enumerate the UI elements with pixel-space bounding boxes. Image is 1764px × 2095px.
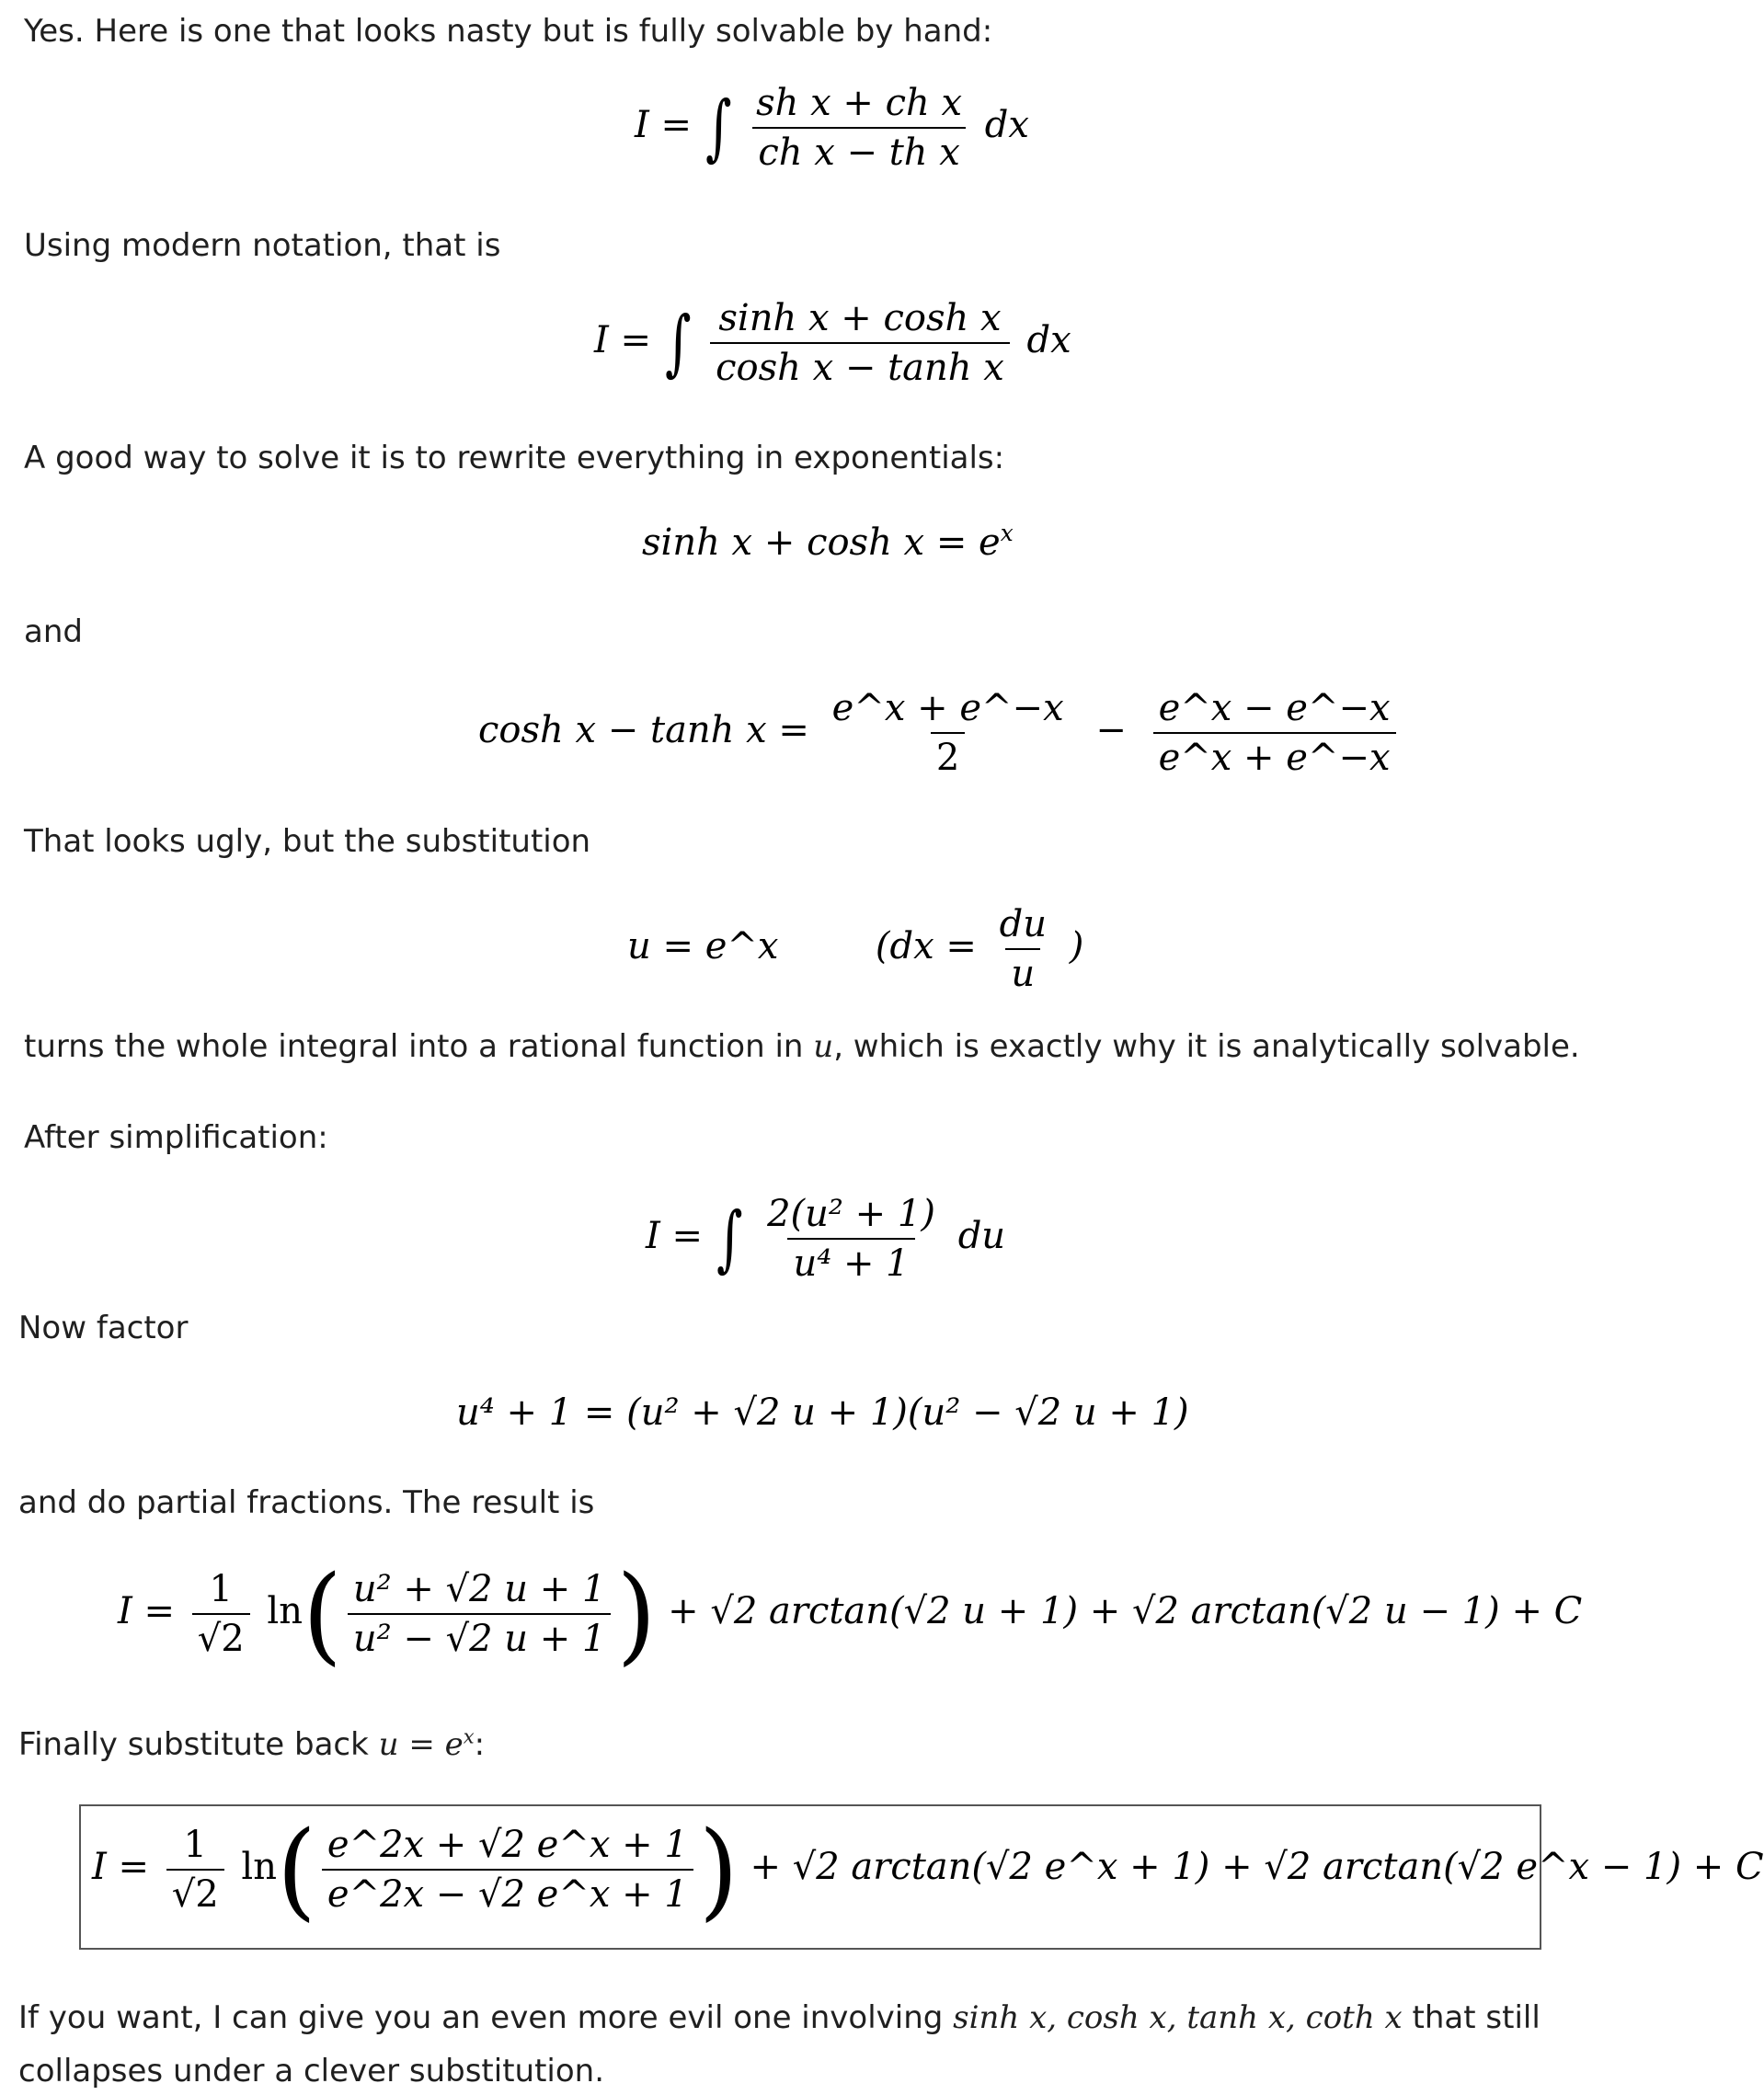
eq8-arg-numerator: u² + √2 u + 1: [352, 1568, 606, 1610]
eq9-coef-denominator: √2: [166, 1869, 224, 1913]
eq9-coefficient: [166, 1824, 224, 1916]
eq6-numerator: 2(u² + 1): [767, 1193, 935, 1235]
turns-variable: u: [813, 1028, 834, 1065]
eq8-coef-denominator: √2: [192, 1613, 250, 1657]
eq4-fraction-1: [827, 687, 1070, 779]
closing-suffix: that still: [1402, 1999, 1541, 2036]
eq4-f1-numerator: e^x + e^−x: [831, 687, 1064, 729]
after-simplification-text: After simplification:: [24, 1119, 328, 1156]
eq9-argument: [322, 1824, 693, 1916]
equation-4: [478, 687, 1402, 779]
exponentials-text: A good way to solve it is to rewrite everything in exponentials:: [24, 440, 1005, 476]
integral-sign: ∫: [716, 1197, 743, 1280]
eq1-fraction: [750, 82, 968, 174]
eq9-lhs: I =: [92, 1846, 150, 1888]
finally-math: [379, 1726, 475, 1763]
right-paren: ): [698, 1807, 739, 1932]
integral-sign: ∫: [664, 302, 692, 384]
eq8-lhs: I =: [118, 1590, 176, 1632]
eq5-substitution: u = e^x: [627, 925, 779, 967]
eq9-rest: + √2 arctan(√2 e^x + 1) + √2 arctan(√2 e^x − 1) + C: [750, 1846, 1764, 1888]
closing-terms: sinh x, cosh x, tanh x, coth x: [953, 1999, 1403, 2036]
eq9-arg-denominator: e^2x − √2 e^x + 1: [322, 1869, 693, 1913]
eq2-dx: dx: [1026, 319, 1071, 361]
eq6-du: du: [957, 1215, 1006, 1257]
eq9-arg-numerator: e^2x + √2 e^x + 1: [326, 1824, 688, 1866]
eq9-ln: ln: [241, 1846, 277, 1888]
eq4-f2-numerator: e^x − e^−x: [1158, 687, 1391, 729]
eq8-arg-denominator: u² − √2 u + 1: [348, 1613, 612, 1657]
finally-suffix: :: [474, 1726, 486, 1763]
eq4-fraction-2: [1153, 687, 1396, 779]
eq2-denominator: cosh x − tanh x: [710, 342, 1010, 386]
closing-line-1: [18, 1998, 1541, 2038]
finally-math-exponent: x: [463, 1724, 475, 1748]
eq1-denominator: ch x − th x: [752, 127, 966, 171]
integral-sign: ∫: [704, 86, 732, 169]
equation-8: [118, 1551, 1583, 1677]
eq2-numerator: sinh x + cosh x: [718, 297, 1002, 339]
eq6-fraction: [762, 1193, 941, 1285]
eq1-dx: dx: [984, 104, 1029, 146]
turns-prefix: turns the whole integral into a rational function in: [24, 1028, 814, 1065]
substitute-back-text: [18, 1724, 485, 1765]
eq5-denominator: u: [1005, 948, 1040, 992]
and-text: and: [24, 613, 83, 650]
left-paren: (: [302, 1551, 342, 1677]
modern-notation-text: Using modern notation, that is: [24, 227, 501, 264]
eq4-f1-denominator: 2: [931, 732, 965, 776]
eq4-minus: −: [1095, 709, 1127, 751]
finally-math-base: u = e: [378, 1726, 464, 1763]
equation-7: u⁴ + 1 = (u² + √2 u + 1)(u² − √2 u + 1): [456, 1391, 1189, 1434]
equation-3: [642, 520, 1014, 564]
eq8-ln: ln: [267, 1590, 303, 1632]
eq8-coefficient: [192, 1568, 250, 1660]
substitution-intro-text: That looks ugly, but the substitution: [24, 823, 591, 860]
eq5-paren-open: (dx =: [875, 925, 977, 967]
eq2-lhs: I =: [594, 319, 652, 361]
turns-suffix: , which is exactly why it is analytically solvable.: [833, 1028, 1580, 1065]
eq5-numerator: du: [999, 903, 1047, 945]
equation-2: [594, 297, 1071, 389]
closing-line-2: collapses under a clever substitution.: [18, 2053, 605, 2089]
eq5-fraction: [994, 903, 1052, 995]
right-paren: ): [616, 1551, 657, 1677]
eq3-lhs: sinh x + cosh x = e: [642, 521, 1001, 564]
equation-6: [646, 1193, 1006, 1285]
eq8-argument: [348, 1568, 612, 1660]
eq2-fraction: [710, 297, 1010, 389]
eq6-denominator: u⁴ + 1: [787, 1238, 914, 1282]
closing-prefix: If you want, I can give you an even more evil one involving: [18, 1999, 954, 2036]
now-factor-text: Now factor: [18, 1310, 189, 1346]
equation-1: [635, 82, 1029, 174]
equation-5: [627, 903, 1084, 995]
eq1-lhs: I =: [635, 104, 693, 146]
rational-function-text: [24, 1026, 1580, 1067]
left-paren: (: [276, 1807, 316, 1932]
eq1-numerator: sh x + ch x: [756, 82, 963, 124]
partial-fractions-text: and do partial fractions. The result is: [18, 1484, 595, 1521]
eq4-f2-denominator: e^x + e^−x: [1153, 732, 1396, 776]
eq8-coef-numerator: 1: [209, 1568, 233, 1610]
finally-prefix: Finally substitute back: [18, 1726, 379, 1763]
eq3-exponent: x: [1000, 520, 1014, 547]
intro-text: Yes. Here is one that looks nasty but is fully solvable by hand:: [24, 13, 993, 50]
eq4-lhs: cosh x − tanh x =: [478, 709, 809, 751]
eq6-lhs: I =: [646, 1215, 704, 1257]
eq9-coef-numerator: 1: [183, 1824, 207, 1866]
equation-9: [92, 1807, 1764, 1932]
eq5-paren-close: ): [1069, 925, 1084, 967]
eq8-rest: + √2 arctan(√2 u + 1) + √2 arctan(√2 u − 1) + C: [668, 1590, 1583, 1632]
